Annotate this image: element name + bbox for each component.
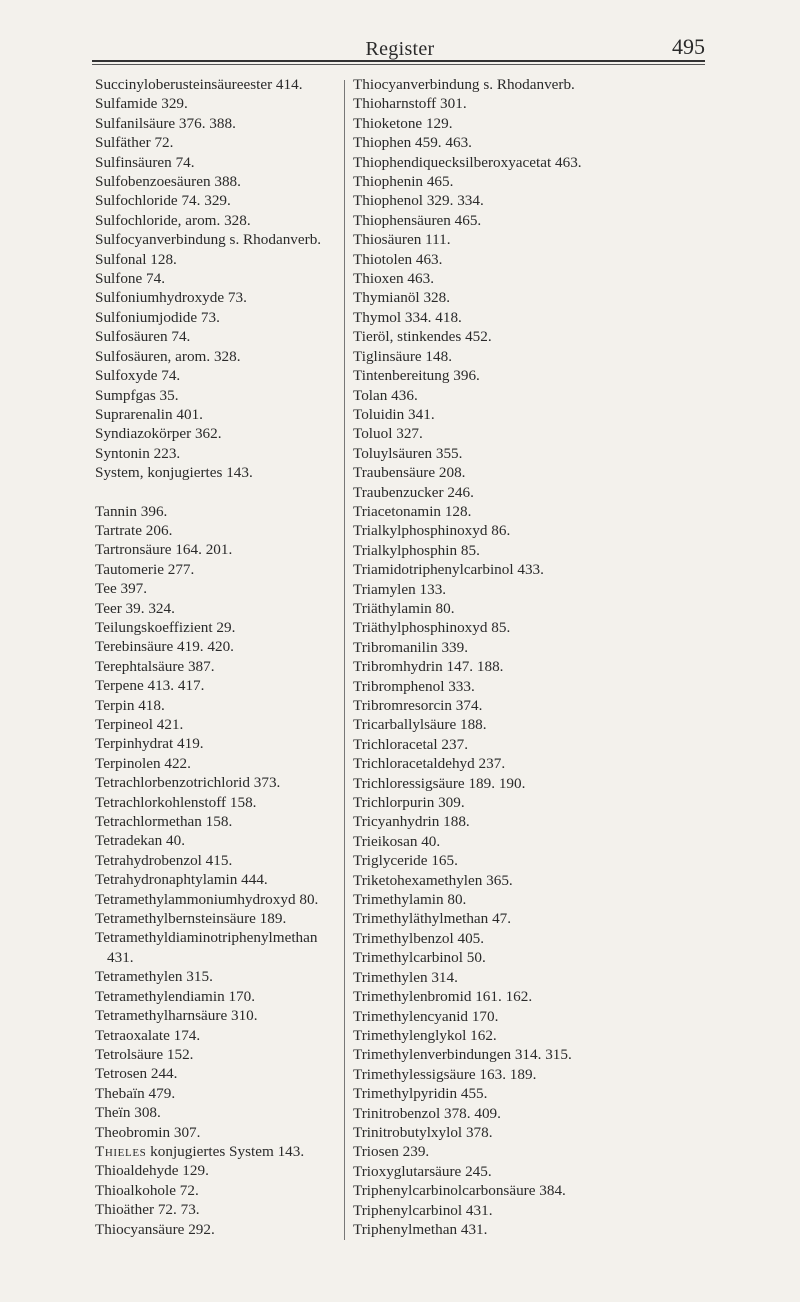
index-entry: Trimethylpyridin 455. — [353, 1085, 488, 1103]
index-entry: Thioharnstoff 301. — [353, 95, 467, 113]
index-entry: Triacetonamin 128. — [353, 502, 472, 520]
index-entry: Syndiazokörper 362. — [95, 425, 222, 443]
index-entry: Teer 39. 324. — [95, 599, 175, 617]
index-entry: Suprarenalin 401. — [95, 405, 203, 423]
index-entry: Thioxen 463. — [353, 270, 434, 288]
index-entry: Terpineol 421. — [95, 716, 184, 733]
index-entry: Triäthylphosphinoxyd 85. — [353, 619, 511, 637]
index-entry: Tricyanhydrin 188. — [353, 813, 470, 831]
index-entry: Trimethylenglykol 162. — [353, 1026, 497, 1044]
index-entry: Trimethylencyanid 170. — [353, 1007, 499, 1025]
index-entry: Tetrachlorkohlenstoff 158. — [95, 793, 257, 811]
index-entry: Sulfanilsäure 376. 388. — [95, 114, 236, 132]
index-entry: Thiosäuren 111. — [353, 231, 451, 249]
index-entry: Tieröl, stinkendes 452. — [353, 328, 492, 346]
index-entry: Theïn 308. — [95, 1104, 161, 1122]
index-entry: Tetramethylbernsteinsäure 189. — [95, 910, 287, 928]
index-entry: Sulfäther 72. — [95, 134, 174, 152]
index-entry: Sulfocyanverbindung s. Rhodanverb. — [95, 231, 322, 249]
index-entry: Trialkylphosphinoxyd 86. — [353, 522, 511, 540]
index-entry: Triphenylcarbinolcarbonsäure 384. — [353, 1182, 566, 1200]
index-entry: Tetramethylammoniumhydroxyd 80. — [95, 890, 319, 908]
index-entry: Tetramethylharnsäure 310. — [95, 1007, 258, 1025]
index-entry: 431. — [107, 948, 134, 966]
index-entry: Tribromhydrin 147. 188. — [353, 658, 504, 676]
index-entry: Thioäther 72. 73. — [95, 1201, 200, 1219]
index-entry: Triamidotriphenylcarbinol 433. — [353, 561, 544, 579]
index-entry: Sulfochloride, arom. 328. — [95, 211, 251, 229]
index-entry: Trimethyläthylmethan 47. — [353, 910, 512, 928]
index-entry: Tetrahydronaphtylamin 444. — [95, 871, 268, 889]
index-entry: Trinitrobutylxylol 378. — [353, 1123, 493, 1141]
page-number: 495 — [672, 34, 705, 59]
index-entry: Toluidin 341. — [353, 405, 435, 423]
index-entry: Thiophenol 329. 334. — [353, 192, 484, 210]
index-entry: Trimethylessigsäure 163. 189. — [353, 1065, 537, 1083]
column-divider — [344, 80, 345, 1240]
index-entry: Triglyceride 165. — [353, 852, 458, 870]
index-entry: Tetrosen 244. — [95, 1065, 178, 1083]
index-entry: Sulfone 74. — [95, 270, 166, 288]
index-entry: Tiglinsäure 148. — [353, 347, 453, 365]
index-entry: Triamylen 133. — [353, 580, 447, 598]
page-header — [0, 0, 800, 70]
index-entry: Thioalkohole 72. — [95, 1181, 199, 1199]
index-entry: Tetraoxalate 174. — [95, 1026, 201, 1044]
index-entry: Triphenylmethan 431. — [353, 1220, 488, 1238]
index-entry: Thiophen 459. 463. — [353, 134, 472, 152]
index-entry: Sulfoxyde 74. — [95, 367, 181, 385]
index-entry: Tetrolsäure 152. — [95, 1045, 194, 1063]
index-entry: Sulfinsäuren 74. — [95, 153, 195, 171]
section-gap — [95, 483, 340, 502]
index-entry: Thiophendiquecksilberoxyacetat 463. — [353, 153, 582, 171]
index-entry: Terpinhydrat 419. — [95, 735, 204, 753]
index-entry: Trimethylenbromid 161. 162. — [353, 988, 533, 1006]
index-entry: Succinyloberusteinsäureester 414. — [95, 76, 303, 93]
index-entry: Tartronsäure 164. 201. — [95, 541, 233, 559]
index-entry: Terephtalsäure 387. — [95, 657, 215, 675]
index-entry: Thebaïn 479. — [95, 1084, 176, 1102]
index-entry: System, konjugiertes 143. — [95, 464, 253, 482]
index-entry: Thiophensäuren 465. — [353, 211, 482, 229]
index-entry: Trinitrobenzol 378. 409. — [353, 1104, 501, 1122]
index-entry: Thioketone 129. — [353, 114, 453, 132]
index-entry: Sulfamide 329. — [95, 95, 188, 113]
index-entry: Tricarballylsäure 188. — [353, 716, 487, 734]
index-entry: Tetrachlormethan 158. — [95, 813, 233, 831]
index-entry: Trichlorpurin 309. — [353, 794, 465, 812]
index-entry: Tintenbereitung 396. — [353, 367, 480, 385]
index-entry: Thioaldehyde 129. — [95, 1162, 209, 1180]
index-entry: Tetrachlorbenzotrichlorid 373. — [95, 774, 281, 792]
index-entry: Tannin 396. — [95, 502, 168, 520]
index-entry: Tetramethylendiamin 170. — [95, 987, 256, 1005]
index-entry: Tribromphenol 333. — [353, 677, 475, 695]
index-entry: Terpene 413. 417. — [95, 677, 205, 695]
index-entry: Tetramethylen 315. — [95, 968, 213, 986]
index-entry: Sulfosäuren 74. — [95, 328, 191, 346]
index-entry: Trioxyglutarsäure 245. — [353, 1162, 492, 1180]
index-entry: Toluylsäuren 355. — [353, 444, 463, 462]
index-entry: Trimethylbenzol 405. — [353, 929, 485, 947]
index-entry: Tetradekan 40. — [95, 832, 186, 850]
index-entry: Sulfobenzoesäuren 388. — [95, 173, 241, 191]
index-entry: Thiocyanverbindung s. Rhodanverb. — [353, 76, 575, 93]
index-entry: Tautomerie 277. — [95, 560, 195, 578]
index-entry: Thymianöl 328. — [353, 289, 451, 307]
index-entry: Sumpfgas 35. — [95, 386, 179, 404]
index-entry: Tee 397. — [95, 580, 148, 598]
index-entry: Trimethylen 314. — [353, 968, 458, 986]
index-entry: Teilungskoeffizient 29. — [95, 618, 236, 636]
index-entry: Triäthylamin 80. — [353, 599, 455, 617]
index-entry: Traubensäure 208. — [353, 464, 466, 482]
index-entry: Tetrahydrobenzol 415. — [95, 851, 233, 869]
index-entry: Terpinolen 422. — [95, 754, 191, 772]
index-entry: Syntonin 223. — [95, 444, 181, 462]
index-entry: Trieikosan 40. — [353, 832, 441, 850]
index-entry: Trimethylamin 80. — [353, 891, 467, 909]
index-entry: Tribromanilin 339. — [353, 638, 469, 656]
index-entry: Toluol 327. — [353, 425, 423, 443]
index-entry: Terpin 418. — [95, 696, 165, 714]
index-entry: Tolan 436. — [353, 386, 418, 404]
index-entry: Thiocyansäure 292. — [95, 1220, 215, 1238]
header-rule-thin — [92, 64, 705, 65]
index-entry: Thieles konjugiertes System 143. — [95, 1142, 305, 1160]
index-entry: Sulfonal 128. — [95, 250, 177, 268]
index-entry: Sulfoniumhydroxyde 73. — [95, 289, 247, 307]
index-column-right — [353, 75, 715, 1239]
index-entry: Sulfoniumjodide 73. — [95, 308, 220, 326]
index-entry: Trichloracetal 237. — [353, 735, 469, 753]
index-entry: Sulfochloride 74. 329. — [95, 192, 231, 210]
index-entry: Tetramethyldiaminotriphenylmethan — [95, 929, 318, 947]
index-entry: Triketohexamethylen 365. — [353, 871, 513, 889]
index-entry: Triosen 239. — [353, 1143, 430, 1161]
index-entry: Terebinsäure 419. 420. — [95, 638, 234, 656]
index-entry: Triphenylcarbinol 431. — [353, 1201, 493, 1219]
header-rule-thick — [92, 60, 705, 62]
index-column-left — [95, 75, 340, 1239]
index-entry: Sulfosäuren, arom. 328. — [95, 347, 241, 365]
index-entry: Trimethylcarbinol 50. — [353, 949, 486, 967]
index-entry: Traubenzucker 246. — [353, 483, 474, 501]
index-entry: Thymol 334. 418. — [353, 308, 462, 326]
index-entry: Trichloracetaldehyd 237. — [353, 755, 506, 773]
index-entry: Theobromin 307. — [95, 1123, 201, 1141]
index-entry: Tartrate 206. — [95, 521, 173, 539]
running-title: Register — [365, 38, 435, 60]
index-entry: Tribromresorcin 374. — [353, 697, 483, 714]
index-entry: Trichloressigsäure 189. 190. — [353, 774, 526, 792]
index-entry: Thiophenin 465. — [353, 173, 454, 191]
index-entry: Thiotolen 463. — [353, 250, 443, 268]
index-entry: Trialkylphosphin 85. — [353, 541, 480, 559]
index-entry: Trimethylenverbindungen 314. 315. — [353, 1046, 572, 1064]
